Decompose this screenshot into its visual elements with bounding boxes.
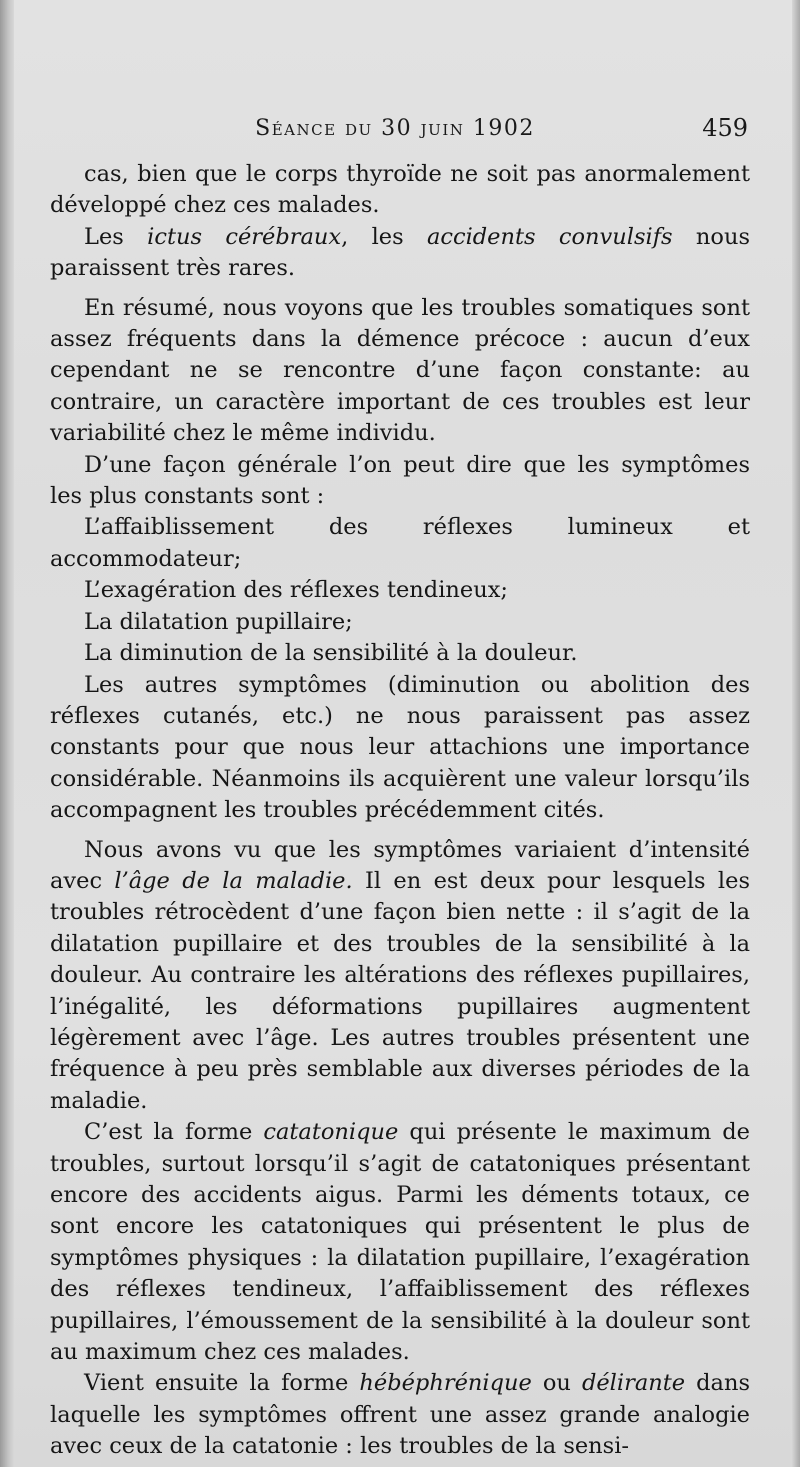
text-run: La dilatation pupillaire; (84, 608, 353, 635)
text-run: nous paraissent très rares. (50, 223, 750, 282)
text-run: L’affaiblissement des réflexes lumineux et accommodateur; (50, 514, 750, 572)
list-item (50, 512, 750, 575)
running-head (0, 112, 800, 148)
running-title: Séance du 30 juin 1902 (255, 116, 535, 141)
text-run: Il en est deux pour lesquels les troubles rétrocèdent d’une façon bien nette : il s’agit de la dilatation pupillaire et des troubles de la sensibilité à la douleur. Au contraire les altérations des réflexes pupillaires, l’inégalité, les déformations pupillaires augmentent légèrement avec l’âge. Les autres troubles présentent une fréquence à peu près semblable aux diverses périodes de la maladie. (50, 867, 750, 1114)
list-item (50, 638, 750, 669)
text-run: ou (531, 1370, 582, 1397)
paragraph (50, 293, 750, 450)
text-run: L’exagération des réflexes tendineux; (84, 577, 508, 604)
paragraph (50, 1368, 750, 1462)
text-run: Nous avons vu que les symptômes variaient d’intensité avec (50, 836, 750, 894)
body-text (50, 159, 750, 1463)
text-run: dans laquelle les symptômes offrent une assez grande analogie avec ceux de la catatonie : les troubles de la sensi- (50, 1370, 751, 1460)
paragraph (50, 835, 750, 1118)
italic-text: hébéphrénique (359, 1370, 532, 1397)
page-left-edge-shadow (0, 0, 14, 1467)
italic-text: délirante (581, 1370, 686, 1397)
italic-text: accidents convulsifs (426, 223, 673, 250)
text-run: En résumé, nous voyons que les troubles somatiques sont assez fréquents dans la démence précoce : aucun d’eux cependant ne se rencontre d’une façon constante: au contraire, un caractère important de ces troubles est leur variabilité chez le même individu. (50, 294, 750, 447)
page-right-edge-shadow (792, 0, 800, 1467)
paragraph (50, 670, 750, 827)
text-run: Vient ensuite la forme (84, 1370, 360, 1397)
text-run: La diminution de la sensibilité à la douleur. (84, 640, 578, 667)
text-run: C’est la forme (84, 1119, 264, 1146)
text-run: , les (341, 223, 427, 250)
list-item (50, 607, 750, 638)
text-run: qui présente le maximum de troubles, surtout lorsqu’il s’agit de catatoniques présentant encore des accidents aigus. Parmi les déments totaux, ce sont encore les catatoniques qui présentent le plus de symptômes physiques : la dilatation pupillaire, l’exagération des réflexes tendineux, l’affaiblissement des réflexes pupillaires, l’émoussement de la sensibilité à la douleur sont au maximum chez ces malades. (50, 1119, 750, 1366)
paragraph (50, 159, 750, 222)
italic-text: catatonique (263, 1119, 399, 1146)
list-item (50, 575, 750, 606)
text-run: cas, bien que le corps thyroïde ne soit pas anormalement développé chez ces malades. (50, 161, 750, 219)
italic-text: ictus cérébraux (147, 223, 342, 250)
paragraph (50, 1117, 750, 1368)
text-run: Les (84, 223, 148, 250)
paragraph (50, 222, 750, 285)
italic-text: l’âge de la maladie. (114, 867, 353, 894)
text-run: Les autres symptômes (diminution ou abolition des réflexes cutanés, etc.) ne nous paraissent pas assez constants pour que nous leur attachions une importance considérable. Néanmoins ils acquièrent une valeur lorsqu’ils accompagnent les troubles précédemment cités. (50, 671, 750, 824)
page-number: 459 (702, 114, 748, 142)
text-run: D’une façon générale l’on peut dire que les symptômes les plus constants sont : (50, 451, 750, 510)
paragraph (50, 450, 750, 513)
